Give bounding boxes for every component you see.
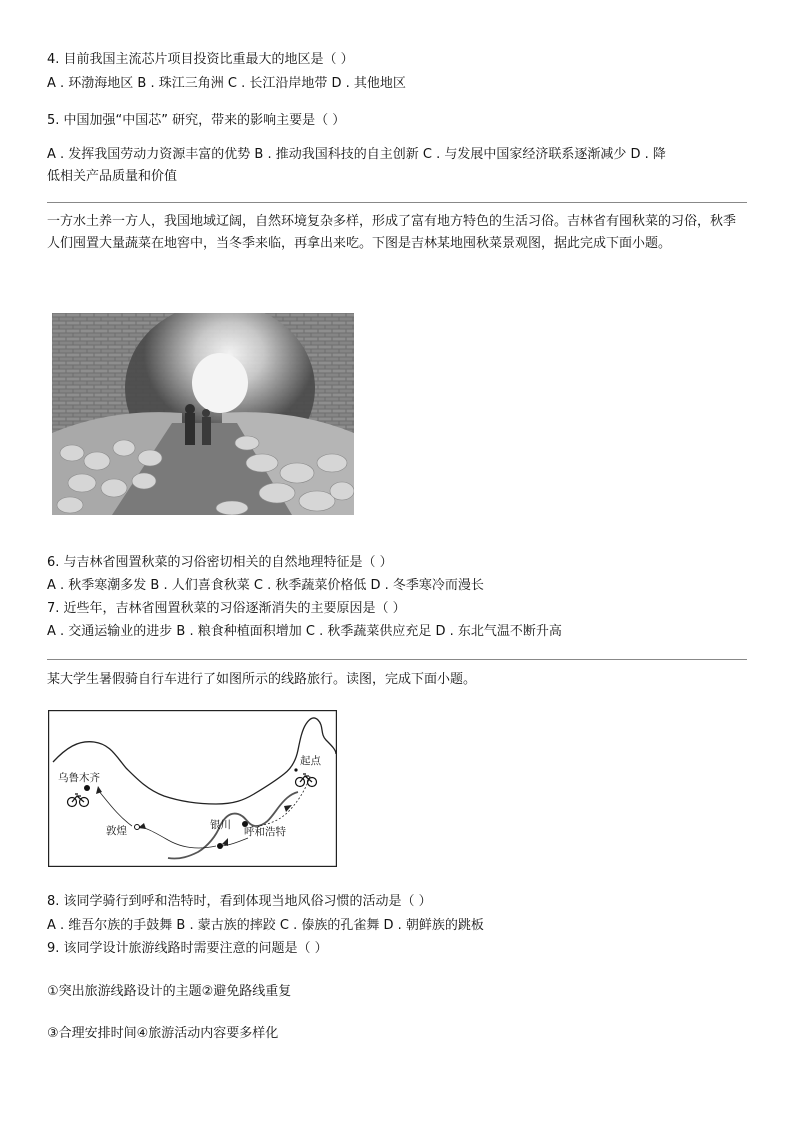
cabbage-cellar-photo xyxy=(52,313,354,515)
q6-stem: 6. 与吉林省囤置秋菜的习俗密切相关的自然地理特征是（ ） xyxy=(47,555,393,570)
q9-choice-line2: ③合理安排时间④旅游活动内容要多样化 xyxy=(47,1026,279,1041)
q5-stem: 5. 中国加强“中国芯” 研究，带来的影响主要是（ ） xyxy=(47,113,346,128)
dunhuang-marker xyxy=(135,825,140,830)
label-dunhuang: 敦煌 xyxy=(106,825,127,837)
q8-stem: 8. 该同学骑行到呼和浩特时，看到体现当地风俗习惯的活动是（ ） xyxy=(47,894,432,909)
q6-options: A . 秋季寒潮多发 B . 人们喜食秋菜 C . 秋季蔬菜价格低 D . 冬季寒冷而漫长 xyxy=(47,578,484,593)
q5-options-line1: A . 发挥我国劳动力资源丰富的优势 B . 推动我国科技的自主创新 C . 与发展中国家经济联系逐渐减少 D . 降 xyxy=(47,147,666,162)
q9-choice-line1: ①突出旅游线路设计的主题②避免路线重复 xyxy=(47,984,292,999)
q7-options: A . 交通运输业的进步 B . 粮食种植面积增加 C . 秋季蔬菜供应充足 D . 东北气温不断升高 xyxy=(47,624,562,639)
cycling-route-map xyxy=(48,710,337,867)
passage-cycling: 某大学生暑假骑自行车进行了如图所示的线路旅行。读图，完成下面小题。 xyxy=(47,672,477,687)
q7-stem: 7. 近些年，吉林省囤置秋菜的习俗逐渐消失的主要原因是（ ） xyxy=(47,601,406,616)
label-hohhot: 呼和浩特 xyxy=(244,826,286,838)
q9-stem: 9. 该同学设计旅游线路时需要注意的问题是（ ） xyxy=(47,941,328,956)
passage-cabbage: 一方水土养一方人，我国地域辽阔，自然环境复杂多样，形成了富有地方特色的生活习俗。吉林省有囤秋菜的习俗，秋季人们囤置大量蔬菜在地窖中，当冬季来临，再拿出来吃。下图是吉林某地囤秋菜景观图，据此完成下面小题。 xyxy=(47,214,737,251)
q8-options: A . 维吾尔族的手鼓舞 B . 蒙古族的摔跤 C . 傣族的孔雀舞 D . 朝鲜族的跳板 xyxy=(47,918,484,933)
label-start: 起点 xyxy=(300,755,321,767)
yinchuan-marker xyxy=(217,843,223,849)
q5-options-line2: 低相关产品质量和价值 xyxy=(47,169,178,184)
label-urumqi: 乌鲁木齐 xyxy=(58,772,100,784)
label-yinchuan: 银川 xyxy=(210,819,231,831)
start-marker xyxy=(294,768,297,771)
q4-options: A . 环渤海地区 B . 珠江三角洲 C . 长江沿岸地带 D . 其他地区 xyxy=(47,76,406,91)
section-divider-2 xyxy=(47,659,747,660)
section-divider xyxy=(47,202,747,203)
urumqi-marker xyxy=(84,785,90,791)
q4-stem: 4. 目前我国主流芯片项目投资比重最大的地区是（ ） xyxy=(47,52,354,67)
